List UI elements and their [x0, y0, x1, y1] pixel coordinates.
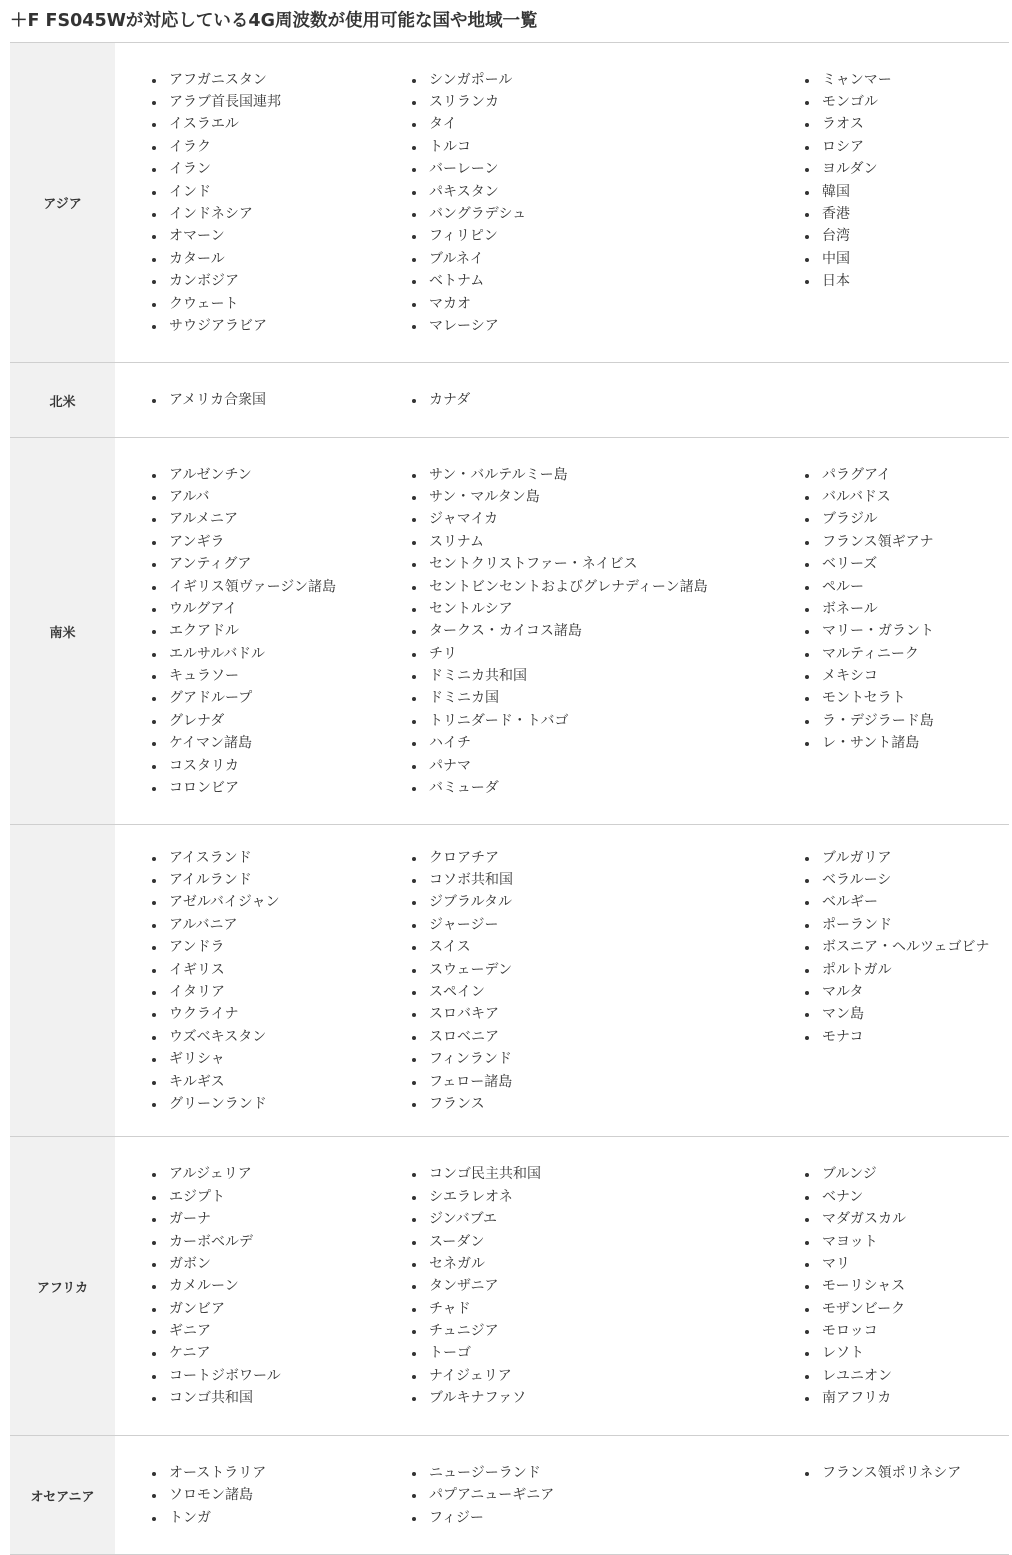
country-list-item: ポルトガル: [801, 959, 1009, 981]
country-list-item: ヨルダン: [801, 158, 1009, 180]
country-list-item: ソロモン諸島: [148, 1484, 408, 1506]
country-list-item: モザンビーク: [801, 1298, 1009, 1320]
country-list-item: クロアチア: [408, 847, 801, 869]
country-list-item: イギリス領ヴァージン諸島: [148, 576, 408, 598]
country-list-item: モロッコ: [801, 1320, 1009, 1342]
country-list-item: シエラレオネ: [408, 1186, 801, 1208]
country-list-item: コスタリカ: [148, 755, 408, 777]
country-list-item: グレナダ: [148, 710, 408, 732]
region-countries-north-america: [115, 363, 1009, 438]
country-list-item: セントクリストファー・ネイビス: [408, 553, 801, 575]
country-column-1: [115, 847, 408, 1116]
country-list-item: ナイジェリア: [408, 1365, 801, 1387]
country-column-2: [408, 847, 801, 1116]
country-list-item: スウェーデン: [408, 959, 801, 981]
region-name-africa: アフリカ: [10, 1137, 115, 1436]
country-list-item: バルバドス: [801, 486, 1009, 508]
country-list-item: インドネシア: [148, 203, 408, 225]
country-list-item: モントセラト: [801, 687, 1009, 709]
country-list-item: スロバキア: [408, 1003, 801, 1025]
country-column-1: [115, 464, 408, 800]
country-list-item: レソト: [801, 1342, 1009, 1364]
country-list-item: ウクライナ: [148, 1003, 408, 1025]
region-row-europe: [10, 825, 1009, 1137]
country-list-item: クウェート: [148, 293, 408, 315]
country-list-item: モナコ: [801, 1026, 1009, 1048]
country-list-item: セントビンセントおよびグレナディーン諸島: [408, 576, 801, 598]
country-column-2: [408, 1462, 801, 1529]
country-list-item: モーリシャス: [801, 1275, 1009, 1297]
country-list-item: マダガスカル: [801, 1208, 1009, 1230]
country-list-item: チャド: [408, 1298, 801, 1320]
page-title: ＋F FS045Wが対応している4G周波数が使用可能な国や地域一覧: [10, 11, 538, 31]
region-countries-africa: [115, 1137, 1009, 1436]
country-list-item: 韓国: [801, 181, 1009, 203]
country-list-item: オーストラリア: [148, 1462, 408, 1484]
country-list-item: レ・サント諸島: [801, 732, 1009, 754]
country-list-item: アンギラ: [148, 531, 408, 553]
country-list-item: ジブラルタル: [408, 891, 801, 913]
country-list-item: レユニオン: [801, 1365, 1009, 1387]
country-list-item: キルギス: [148, 1071, 408, 1093]
country-column-1: [115, 1163, 408, 1409]
region-name-south-america: 南米: [10, 438, 115, 825]
country-list-item: ベラルーシ: [801, 869, 1009, 891]
country-list-item: ギリシャ: [148, 1048, 408, 1070]
country-list-item: アルゼンチン: [148, 464, 408, 486]
country-list-item: ガーナ: [148, 1208, 408, 1230]
country-column-2: [408, 69, 801, 338]
country-list-item: エルサルバドル: [148, 643, 408, 665]
country-list-item: パプアニューギニア: [408, 1484, 801, 1506]
country-list-item: 中国: [801, 248, 1009, 270]
country-list-item: キュラソー: [148, 665, 408, 687]
country-list-item: ラ・デジラード島: [801, 710, 1009, 732]
country-list-item: ウズベキスタン: [148, 1026, 408, 1048]
country-list-item: イタリア: [148, 981, 408, 1003]
country-list-item: ジャマイカ: [408, 508, 801, 530]
country-list-item: チュニジア: [408, 1320, 801, 1342]
country-list-item: マヨット: [801, 1231, 1009, 1253]
country-list-item: サウジアラビア: [148, 315, 408, 337]
country-list-item: ペルー: [801, 576, 1009, 598]
region-row-north-america: [10, 363, 1009, 438]
country-column-2: [408, 464, 801, 800]
country-list-item: アンティグア: [148, 553, 408, 575]
country-list-item: マン島: [801, 1003, 1009, 1025]
country-list-item: ケニア: [148, 1342, 408, 1364]
country-list-item: ベトナム: [408, 270, 801, 292]
country-list-item: パキスタン: [408, 181, 801, 203]
country-column-1: [115, 1462, 408, 1529]
country-list-item: 日本: [801, 270, 1009, 292]
country-list-item: フランス: [408, 1093, 801, 1115]
region-row-oceania: [10, 1436, 1009, 1555]
country-list-item: トルコ: [408, 136, 801, 158]
country-list-item: インド: [148, 181, 408, 203]
country-list-item: バーレーン: [408, 158, 801, 180]
country-list-item: フランス領ポリネシア: [801, 1462, 1009, 1484]
country-list-item: モンゴル: [801, 91, 1009, 113]
country-list-item: カーボベルデ: [148, 1231, 408, 1253]
country-list-item: オマーン: [148, 225, 408, 247]
country-column-3: [801, 389, 1009, 411]
country-list-item: マリー・ガラント: [801, 620, 1009, 642]
country-list-item: 香港: [801, 203, 1009, 225]
country-list-item: ジンバブエ: [408, 1208, 801, 1230]
country-list-item: パナマ: [408, 755, 801, 777]
region-countries-oceania: [115, 1436, 1009, 1555]
country-list-item: アメリカ合衆国: [148, 389, 408, 411]
country-list-item: アラブ首長国連邦: [148, 91, 408, 113]
country-list-item: グリーンランド: [148, 1093, 408, 1115]
country-list-item: ポーランド: [801, 914, 1009, 936]
country-list-item: マルティニーク: [801, 643, 1009, 665]
country-list-item: コンゴ共和国: [148, 1387, 408, 1409]
region-countries-south-america: [115, 438, 1009, 825]
country-list-item: ミャンマー: [801, 69, 1009, 91]
country-list-item: コンゴ民主共和国: [408, 1163, 801, 1185]
country-list-item: メキシコ: [801, 665, 1009, 687]
country-list-item: ベナン: [801, 1186, 1009, 1208]
country-list-item: マレーシア: [408, 315, 801, 337]
country-list-item: パラグアイ: [801, 464, 1009, 486]
country-list-item: スペイン: [408, 981, 801, 1003]
country-column-3: [801, 464, 1009, 800]
country-list-item: シンガポール: [408, 69, 801, 91]
region-row-asia: [10, 43, 1009, 363]
country-list-item: ラオス: [801, 113, 1009, 135]
country-list-item: ボネール: [801, 598, 1009, 620]
country-list-item: アイスランド: [148, 847, 408, 869]
country-list-item: カメルーン: [148, 1275, 408, 1297]
country-list-item: ギニア: [148, 1320, 408, 1342]
country-list-item: スイス: [408, 936, 801, 958]
country-list-item: タンザニア: [408, 1275, 801, 1297]
country-list-item: ケイマン諸島: [148, 732, 408, 754]
country-list-item: ガンビア: [148, 1298, 408, 1320]
country-list-item: アンドラ: [148, 936, 408, 958]
country-list-item: セントルシア: [408, 598, 801, 620]
region-row-africa: [10, 1137, 1009, 1436]
country-list-item: コロンビア: [148, 777, 408, 799]
country-list-item: ドミニカ共和国: [408, 665, 801, 687]
country-list-item: トーゴ: [408, 1342, 801, 1364]
country-list-item: ブルネイ: [408, 248, 801, 270]
country-list-item: ベリーズ: [801, 553, 1009, 575]
country-list-item: ブルンジ: [801, 1163, 1009, 1185]
region-name-north-america: 北米: [10, 363, 115, 438]
country-list-item: アフガニスタン: [148, 69, 408, 91]
country-list-item: カナダ: [408, 389, 801, 411]
country-list-item: フェロー諸島: [408, 1071, 801, 1093]
country-column-2: [408, 1163, 801, 1409]
country-region-table: [10, 43, 1009, 1555]
country-list-item: バミューダ: [408, 777, 801, 799]
region-countries-asia: [115, 43, 1009, 363]
region-name-europe: [10, 825, 115, 1137]
country-list-item: ガボン: [148, 1253, 408, 1275]
country-list-item: フィジー: [408, 1507, 801, 1529]
country-list-item: セネガル: [408, 1253, 801, 1275]
country-list-item: エクアドル: [148, 620, 408, 642]
country-list-item: エジプト: [148, 1186, 408, 1208]
country-column-3: [801, 1462, 1009, 1529]
country-list-item: イラン: [148, 158, 408, 180]
country-list-item: タイ: [408, 113, 801, 135]
country-list-item: イギリス: [148, 959, 408, 981]
country-list-item: イスラエル: [148, 113, 408, 135]
country-list-item: フランス領ギアナ: [801, 531, 1009, 553]
country-list-item: マカオ: [408, 293, 801, 315]
country-list-item: アルバニア: [148, 914, 408, 936]
country-list-item: アルメニア: [148, 508, 408, 530]
country-list-item: アゼルバイジャン: [148, 891, 408, 913]
region-row-south-america: [10, 438, 1009, 825]
country-list-item: バングラデシュ: [408, 203, 801, 225]
country-list-item: ボスニア・ヘルツェゴビナ: [801, 936, 1009, 958]
country-list-item: ロシア: [801, 136, 1009, 158]
country-list-item: スーダン: [408, 1231, 801, 1253]
country-list-item: カンボジア: [148, 270, 408, 292]
country-list-item: サン・バルテルミー島: [408, 464, 801, 486]
country-list-item: ベルギー: [801, 891, 1009, 913]
country-list-item: トリニダード・トバゴ: [408, 710, 801, 732]
country-list-item: ブラジル: [801, 508, 1009, 530]
country-list-item: マルタ: [801, 981, 1009, 1003]
country-list-item: フィリピン: [408, 225, 801, 247]
country-list-item: スリランカ: [408, 91, 801, 113]
country-list-item: マリ: [801, 1253, 1009, 1275]
country-list-item: スロベニア: [408, 1026, 801, 1048]
country-list-item: コソボ共和国: [408, 869, 801, 891]
country-list-item: コートジボワール: [148, 1365, 408, 1387]
country-column-1: [115, 389, 408, 411]
country-list-item: タークス・カイコス諸島: [408, 620, 801, 642]
country-column-3: [801, 1163, 1009, 1409]
region-countries-europe: [115, 825, 1009, 1137]
country-column-3: [801, 69, 1009, 338]
region-name-asia: アジア: [10, 43, 115, 363]
country-list-item: スリナム: [408, 531, 801, 553]
country-column-2: [408, 389, 801, 411]
country-list-item: サン・マルタン島: [408, 486, 801, 508]
country-list-item: ブルキナファソ: [408, 1387, 801, 1409]
country-list-item: ブルガリア: [801, 847, 1009, 869]
country-list-item: トンガ: [148, 1507, 408, 1529]
country-list-item: ハイチ: [408, 732, 801, 754]
country-list-item: チリ: [408, 643, 801, 665]
country-list-item: ドミニカ国: [408, 687, 801, 709]
country-list-item: アイルランド: [148, 869, 408, 891]
country-list-item: ウルグアイ: [148, 598, 408, 620]
country-list-item: アルジェリア: [148, 1163, 408, 1185]
country-column-1: [115, 69, 408, 338]
country-list-item: 台湾: [801, 225, 1009, 247]
country-list-item: イラク: [148, 136, 408, 158]
country-list-item: カタール: [148, 248, 408, 270]
region-name-oceania: オセアニア: [10, 1436, 115, 1555]
country-list-item: 南アフリカ: [801, 1387, 1009, 1409]
country-list-item: ジャージー: [408, 914, 801, 936]
country-list-item: アルバ: [148, 486, 408, 508]
country-column-3: [801, 847, 1009, 1116]
country-list-item: フィンランド: [408, 1048, 801, 1070]
country-list-item: グアドループ: [148, 687, 408, 709]
country-list-item: ニュージーランド: [408, 1462, 801, 1484]
